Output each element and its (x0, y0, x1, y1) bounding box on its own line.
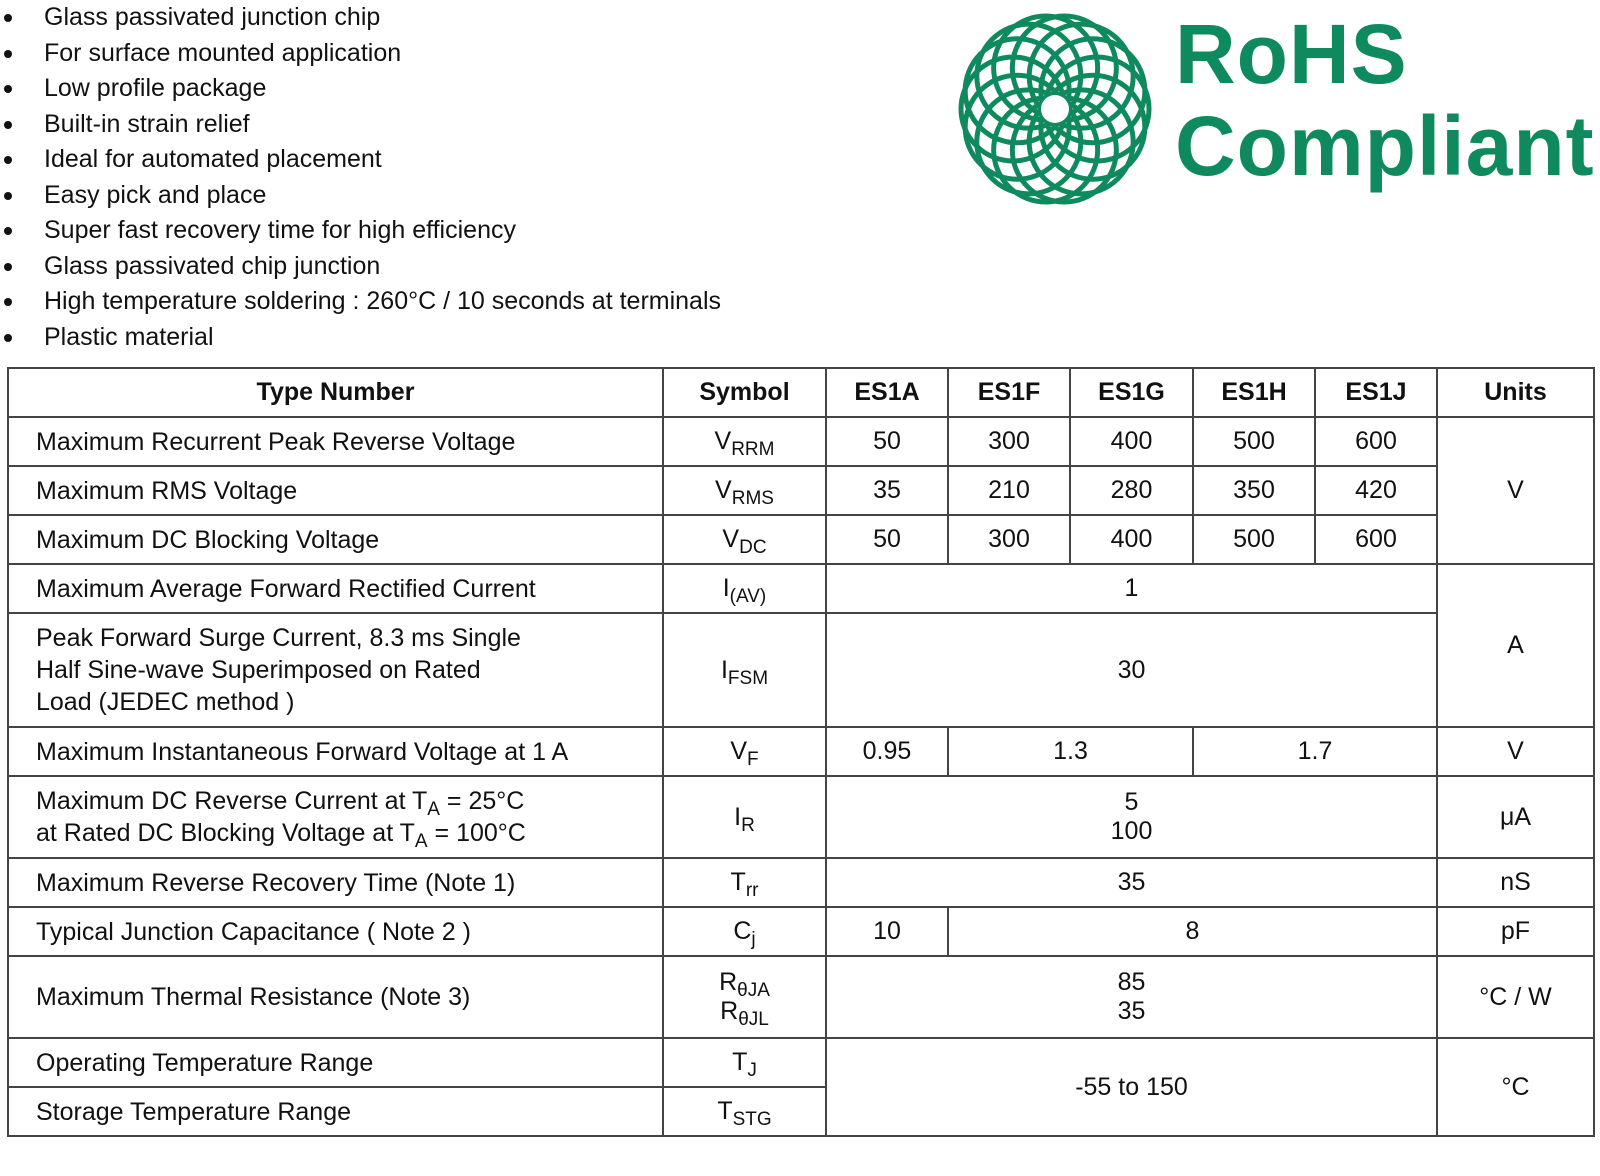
symbol-cell: $I_{(AV)}$ (663, 564, 826, 613)
unit-cell: V (1437, 417, 1594, 564)
param-cell: Maximum DC Blocking Voltage (8, 515, 663, 564)
list-item: Built-in strain relief (0, 107, 721, 143)
param-line: Maximum DC Reverse Current at $T_A = 25^\circ C$ (36, 787, 525, 820)
value-cell: 85 35 (826, 956, 1437, 1038)
symbol-cell: $T_J$ (663, 1038, 826, 1087)
symbol-cell: $V_F$ (663, 727, 826, 776)
rohs-label (1175, 8, 1595, 192)
table-row (8, 613, 1594, 727)
unit-cell: pF (1437, 907, 1594, 956)
value-cell: 300 (948, 515, 1070, 564)
header-es1h: ES1H (1193, 368, 1315, 417)
value-cell: 500 (1193, 515, 1315, 564)
table-row (8, 515, 1594, 564)
value-cell: 400 (1070, 417, 1193, 466)
value-cell: 50 (826, 417, 948, 466)
value-cell: 400 (1070, 515, 1193, 564)
list-item: Plastic material (0, 320, 721, 356)
rohs-badge (950, 0, 1600, 215)
param-cell: Storage Temperature Range (8, 1087, 663, 1136)
list-item: Super fast recovery time for high efficiency (0, 213, 721, 249)
table-row (8, 564, 1594, 613)
value-cell: 1.7 (1193, 727, 1437, 776)
param-line: Load (JEDEC method ) (36, 688, 295, 716)
value-cell: 1 (826, 564, 1437, 613)
symbol-cell: $R_{\theta JA}$ $R_{\theta JL}$ (663, 956, 826, 1038)
value-cell: -55 to 150 (826, 1038, 1437, 1136)
header-es1a: ES1A (826, 368, 948, 417)
value-cell: 280 (1070, 466, 1193, 515)
header-symbol: Symbol (663, 368, 826, 417)
table-row (8, 727, 1594, 776)
symbol-cell: $V_{RRM}$ (663, 417, 826, 466)
value-cell: 10 (826, 907, 948, 956)
symbol-cell: $I_R$ (663, 776, 826, 858)
param-cell (8, 613, 663, 727)
symbol-cell: $V_{RMS}$ (663, 466, 826, 515)
value-cell: 600 (1315, 417, 1437, 466)
value-cell: 8 (948, 907, 1437, 956)
value-cell: 0.95 (826, 727, 948, 776)
value-cell: 35 (826, 858, 1437, 907)
rohs-line2: Compliant (1175, 99, 1595, 193)
param-cell: Maximum Instantaneous Forward Voltage at 1 A (8, 727, 663, 776)
feature-list (0, 0, 721, 355)
unit-cell: A (1437, 564, 1594, 727)
list-item: Low profile package (0, 71, 721, 107)
unit-cell: nS (1437, 858, 1594, 907)
param-cell: Operating Temperature Range (8, 1038, 663, 1087)
value-cell: 5 100 (826, 776, 1437, 858)
param-cell: Maximum Reverse Recovery Time (Note 1) (8, 858, 663, 907)
table-row (8, 466, 1594, 515)
symbol-cell: $T_{rr}$ (663, 858, 826, 907)
unit-cell: °C / W (1437, 956, 1594, 1038)
table-row (8, 907, 1594, 956)
table-row (8, 417, 1594, 466)
unit-cell: V (1437, 727, 1594, 776)
rohs-line1: RoHS (1175, 7, 1408, 101)
param-cell: Maximum RMS Voltage (8, 466, 663, 515)
value-cell: 1.3 (948, 727, 1193, 776)
symbol-cell: $C_j$ (663, 907, 826, 956)
table-row (8, 956, 1594, 1038)
value-cell: 50 (826, 515, 948, 564)
param-cell: Maximum Thermal Resistance (Note 3) (8, 956, 663, 1038)
list-item: High temperature soldering : 260°C / 10 seconds at terminals (0, 284, 721, 320)
rosette-hub (1041, 95, 1069, 123)
value-cell: 30 (826, 613, 1437, 727)
param-line: at Rated DC Blocking Voltage at $T_A = 100^\circ C$ (36, 819, 526, 852)
unit-cell: μA (1437, 776, 1594, 858)
header-units: Units (1437, 368, 1594, 417)
param-cell: Typical Junction Capacitance ( Note 2 ) (8, 907, 663, 956)
param-cell: Maximum Average Forward Rectified Current (8, 564, 663, 613)
symbol-cell: $V_{DC}$ (663, 515, 826, 564)
table-row (8, 858, 1594, 907)
value-cell: 350 (1193, 466, 1315, 515)
value-cell: 300 (948, 417, 1070, 466)
param-line: Half Sine-wave Superimposed on Rated (36, 656, 481, 684)
symbol-cell: $I_{FSM}$ (663, 613, 826, 727)
list-item: Glass passivated chip junction (0, 249, 721, 285)
list-item: Ideal for automated placement (0, 142, 721, 178)
value-cell: 210 (948, 466, 1070, 515)
param-cell (8, 776, 663, 858)
param-cell: Maximum Recurrent Peak Reverse Voltage (8, 417, 663, 466)
list-item: For surface mounted application (0, 36, 721, 72)
symbol-cell: $T_{STG}$ (663, 1087, 826, 1136)
list-item: Glass passivated junction chip (0, 0, 721, 36)
value-cell: 600 (1315, 515, 1437, 564)
unit-cell: °C (1437, 1038, 1594, 1136)
ratings-table (7, 367, 1595, 1137)
value-cell: 420 (1315, 466, 1437, 515)
list-item: Easy pick and place (0, 178, 721, 214)
header-type-number: Type Number (8, 368, 663, 417)
param-line: Peak Forward Surge Current, 8.3 ms Single (36, 624, 521, 652)
header-es1f: ES1F (948, 368, 1070, 417)
table-row (8, 776, 1594, 858)
header-es1j: ES1J (1315, 368, 1437, 417)
value-cell: 35 (826, 466, 948, 515)
rohs-rosette-icon (950, 4, 1160, 214)
table-row (8, 1038, 1594, 1087)
table-header-row (8, 368, 1594, 417)
value-cell: 500 (1193, 417, 1315, 466)
header-es1g: ES1G (1070, 368, 1193, 417)
